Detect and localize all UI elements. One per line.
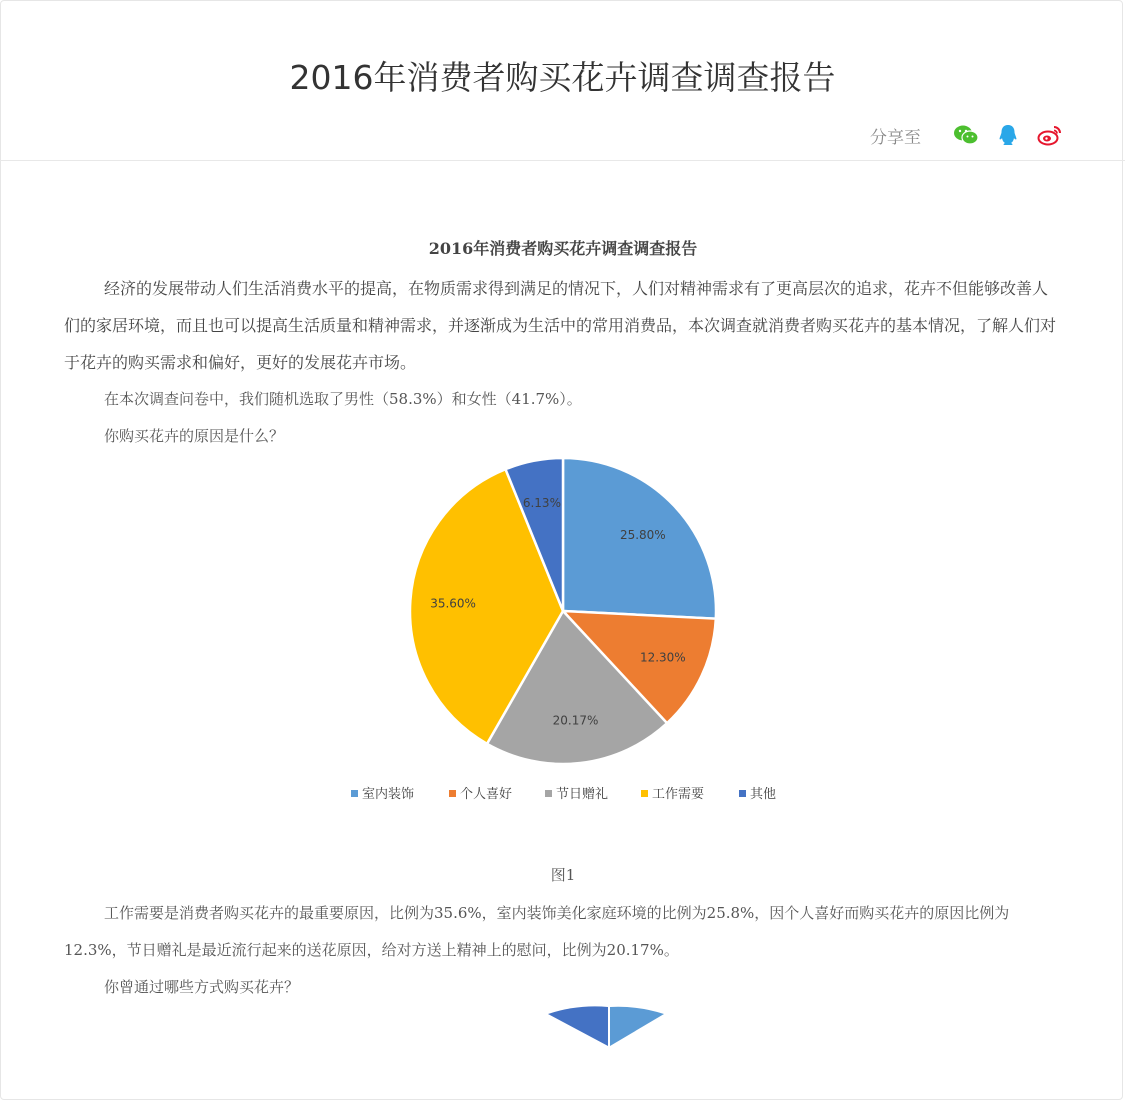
article-title: 2016年消费者购买花卉调查调查报告 bbox=[428, 239, 698, 258]
question-1: 你购买花卉的原因是什么？ bbox=[104, 427, 285, 445]
pie-chart-2-peek bbox=[64, 1006, 1062, 1046]
legend-label-3: 工作需要 bbox=[652, 787, 705, 802]
wechat-icon[interactable] bbox=[953, 122, 979, 148]
legend-swatch-3 bbox=[641, 790, 648, 797]
legend-label-4: 其他 bbox=[750, 787, 777, 802]
article-content bbox=[64, 238, 1062, 1046]
figure-1-caption: 图1 bbox=[550, 866, 576, 884]
share-bar bbox=[870, 122, 1063, 148]
gender-line: 在本次调查问卷中，我们随机选取了男性（58.3%）和女性（41.7%）。 bbox=[104, 390, 582, 408]
legend-label-0: 室内装饰 bbox=[362, 787, 415, 802]
pie-chart-svg bbox=[64, 455, 1062, 815]
page-title: 2016年消费者购买花卉调查调查报告 bbox=[289, 58, 836, 97]
page-header bbox=[0, 0, 1125, 161]
analysis-paragraph: 工作需要是消费者购买花卉的最重要原因，比例为35.6%，室内装饰美化家庭环境的比例为25.8%，因个人喜好而购买花卉的原因比例为12.3%，节日赠礼是最近流行起来的送花原因，给对方送上精神上的慰问，比例为20.17%。 bbox=[64, 904, 1010, 959]
pie-data-label-2: 20.17% bbox=[552, 713, 599, 728]
pie-chart-2-top bbox=[64, 1006, 1062, 1046]
legend-swatch-4 bbox=[739, 790, 746, 797]
legend-swatch-2 bbox=[545, 790, 552, 797]
pie-data-label-1: 12.30% bbox=[639, 650, 686, 665]
legend-swatch-1 bbox=[449, 790, 456, 797]
pie-data-label-3: 35.60% bbox=[430, 596, 476, 611]
pie-chart-1 bbox=[64, 455, 1062, 855]
legend-label-1: 个人喜好 bbox=[460, 787, 513, 802]
question-2: 你曾通过哪些方式购买花卉？ bbox=[104, 978, 300, 996]
pie-data-label-0: 25.80% bbox=[619, 528, 666, 543]
intro-paragraph: 经济的发展带动人们生活消费水平的提高，在物质需求得到满足的情况下，人们对精神需求有了更高层次的追求，花卉不但能够改善人们的家居环境，而且也可以提高生活质量和精神需求，并逐渐成为生活中的常用消费品，本次调查就消费者购买花卉的基本情况，了解人们对于花卉的购买需求和偏好，更好的发展花卉市场。 bbox=[64, 279, 1057, 372]
share-label: 分享至 bbox=[870, 127, 921, 148]
weibo-icon[interactable] bbox=[1037, 122, 1063, 148]
legend-swatch-0 bbox=[351, 790, 358, 797]
pie-data-label-4: 6.13% bbox=[522, 495, 561, 510]
qq-icon[interactable] bbox=[995, 122, 1021, 148]
legend-label-2: 节日赠礼 bbox=[556, 787, 609, 802]
